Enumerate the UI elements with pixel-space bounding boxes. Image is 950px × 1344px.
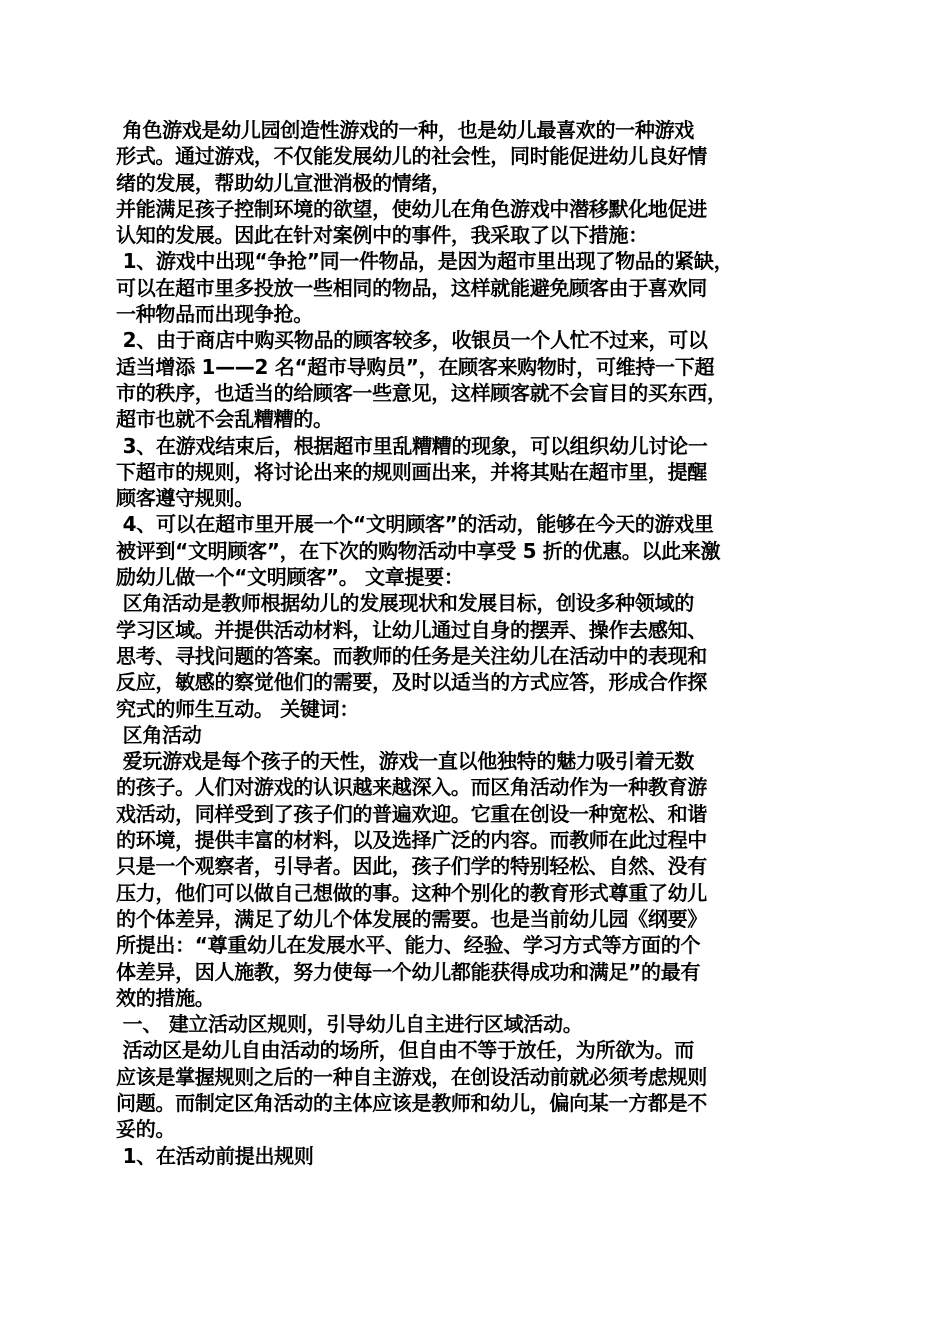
text-line: 反应，敏感的察觉他们的需要，及时以适当的方式应答，形成合作探 [116, 670, 707, 695]
text-line: 1、在活动前提出规则 [116, 1143, 314, 1168]
text-line: 认知的发展。因此在针对案例中的事件，我采取了以下措施： [116, 223, 648, 248]
text-line: 所提出：“尊重幼儿在发展水平、能力、经验、学习方式等方面的个 [116, 933, 701, 958]
text-line: 4、可以在超市里开展一个“文明顾客”的活动，能够在今天的游戏里 [116, 512, 714, 537]
text-line: 戏活动，同样受到了孩子们的普遍欢迎。它重在创设一种宽松、和谐 [116, 801, 707, 826]
text-line: 顾客遵守规则。 [116, 486, 254, 511]
text-line: 一、 建立活动区规则，引导幼儿自主进行区域活动。 [116, 1012, 583, 1037]
text-line: 思考、寻找问题的答案。而教师的任务是关注幼儿在活动中的表现和 [116, 643, 707, 668]
text-line: 角色游戏是幼儿园创造性游戏的一种，也是幼儿最喜欢的一种游戏 [116, 118, 694, 142]
text-line: 爱玩游戏是每个孩子的天性，游戏一直以他独特的魅力吸引着无数 [116, 749, 694, 774]
text-line: 区角活动 [116, 722, 202, 747]
text-line: 压力，他们可以做自己想做的事。这种个别化的教育形式尊重了幼儿 [116, 880, 707, 905]
text-line: 3、在游戏结束后，根据超市里乱糟糟的现象，可以组织幼儿讨论一 [116, 433, 708, 458]
text-line: 学习区域。并提供活动材料，让幼儿通过自身的摆弄、操作去感知、 [116, 617, 707, 642]
text-line: 一种物品而出现争抢。 [116, 302, 313, 327]
text-line: 的环境，提供丰富的材料，以及选择广泛的内容。而教师在此过程中 [116, 828, 707, 853]
text-line: 效的措施。 [116, 985, 215, 1010]
text-line: 可以在超市里多投放一些相同的物品，这样就能避免顾客由于喜欢同 [116, 275, 707, 300]
text-line: 体差异，因人施教，努力使每一个幼儿都能获得成功和满足”的最有 [116, 959, 701, 984]
text-line: 励幼儿做一个“文明顾客”。 文章提要： [116, 565, 464, 590]
text-line: 的孩子。人们对游戏的认识越来越深入。而区角活动作为一种教育游 [116, 775, 707, 800]
text-line: 超市也就不会乱糟糟的。 [116, 407, 333, 432]
text-line: 形式。通过游戏，不仅能发展幼儿的社会性，同时能促进幼儿良好情 [116, 144, 707, 169]
text-line: 妥的。 [116, 1117, 176, 1142]
text-line: 应该是掌握规则之后的一种自主游戏，在创设活动前就必须考虑规则 [116, 1064, 707, 1089]
text-line: 的个体差异，满足了幼儿个体发展的需要。也是当前幼儿园《纲要》 [116, 906, 707, 931]
text-line: 被评到“文明顾客”，在下次的购物活动中享受 5 折的优惠。以此来激 [116, 538, 721, 563]
text-line: 绪的发展，帮助幼儿宣泄消极的情绪， [116, 170, 451, 195]
text-line: 1、游戏中出现“争抢”同一件物品，是因为超市里出现了物品的紧缺， [116, 249, 734, 274]
text-line: 并能满足孩子控制环境的欲望，使幼儿在角色游戏中潜移默化地促进 [116, 196, 707, 221]
document-body [116, 117, 840, 1169]
text-line: 区角活动是教师根据幼儿的发展现状和发展目标，创设多种领域的 [116, 591, 694, 616]
text-line: 下超市的规则，将讨论出来的规则画出来，并将其贴在超市里，提醒 [116, 459, 707, 484]
text-line: 市的秩序，也适当的给顾客一些意见，这样顾客就不会盲目的买东西， [116, 380, 727, 405]
text-line: 适当增添 1——2 名“超市导购员”，在顾客来购物时，可维持一下超 [116, 354, 715, 379]
text-line: 究式的师生互动。 关键词： [116, 696, 360, 721]
text-line: 只是一个观察者，引导者。因此，孩子们学的特别轻松、自然、没有 [116, 854, 707, 879]
text-line: 问题。而制定区角活动的主体应该是教师和幼儿，偏向某一方都是不 [116, 1090, 707, 1115]
text-line: 活动区是幼儿自由活动的场所，但自由不等于放任，为所欲为。而 [116, 1038, 694, 1063]
text-line: 2、由于商店中购买物品的顾客较多，收银员一个人忙不过来，可以 [116, 328, 708, 353]
